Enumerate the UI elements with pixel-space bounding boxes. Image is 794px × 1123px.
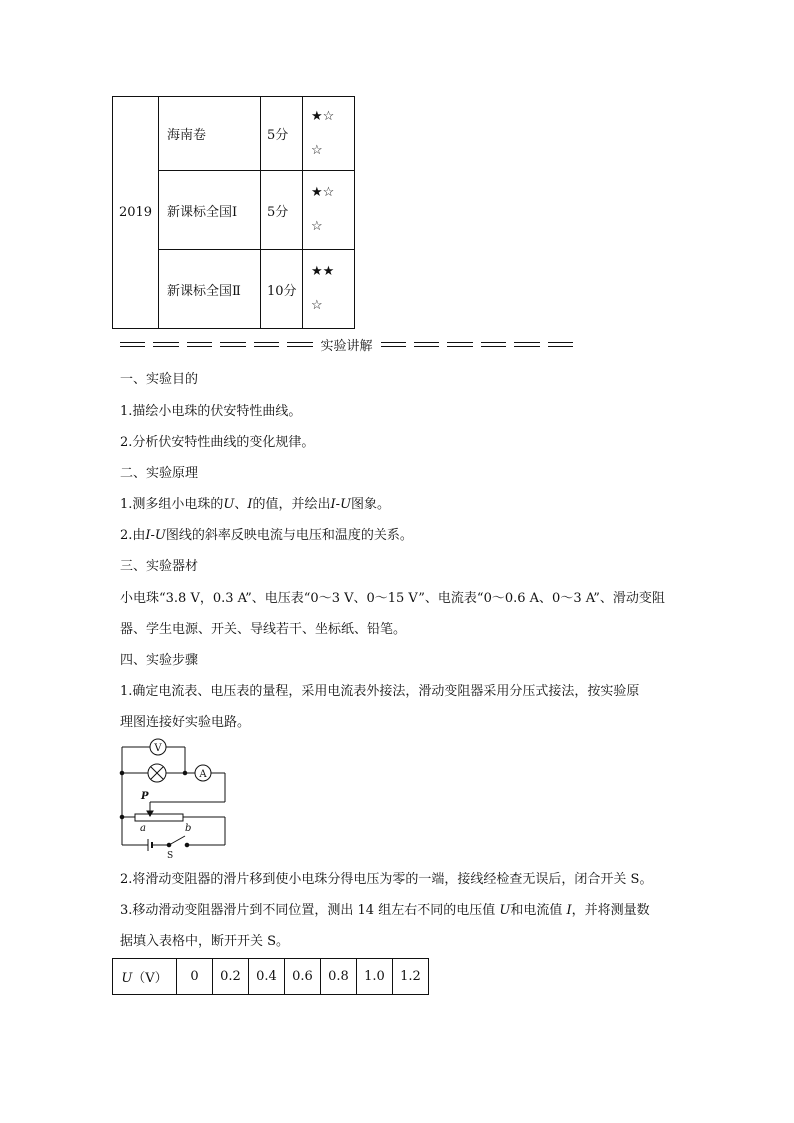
exam-name-cell: 新课标全国Ⅱ — [159, 250, 261, 329]
heading-equipment: 三、实验器材 — [120, 559, 199, 574]
paragraph: 1.确定电流表、电压表的量程，采用电流表外接法，滑动变阻器采用分压式接法，按实验原 — [120, 684, 640, 699]
measurement-table — [112, 958, 429, 995]
paragraph: 2.分析伏安特性曲线的变化规律。 — [120, 435, 315, 450]
table-cell: 0.6 — [285, 959, 321, 995]
rheostat-icon — [135, 814, 183, 821]
paragraph: 3.移动滑动变阻器滑片到不同位置，测出 14 组左右不同的电压值 U和电流值 I，并将测量数 — [120, 903, 650, 918]
switch-icon — [169, 836, 185, 845]
paragraph: 小电珠“3.8 V，0.3 A”、电压表“0～3 V、0～15 V”、电流表“0～0.6 A、0～3 A”、滑动变阻 — [120, 591, 665, 606]
section-divider — [120, 337, 573, 354]
stars-line: ☆ — [311, 219, 323, 234]
slider-label: P — [141, 791, 149, 802]
table-cell: 1.2 — [393, 959, 429, 995]
table-cell: 1.0 — [357, 959, 393, 995]
paragraph: 理图连接好实验电路。 — [120, 715, 251, 730]
rheostat-end-b: b — [185, 823, 192, 834]
exam-name-cell: 新课标全国Ⅰ — [159, 171, 261, 250]
difficulty-stars — [303, 171, 355, 250]
paragraph: 据填入表格中，断开开关 S。 — [120, 934, 290, 949]
difficulty-stars — [303, 97, 355, 171]
score-cell: 10分 — [261, 250, 303, 329]
circuit-diagram — [115, 734, 235, 862]
paragraph: 1.描绘小电珠的伏安特性曲线。 — [120, 404, 302, 419]
exam-name-cell: 海南卷 — [159, 97, 261, 171]
rheostat-end-a: a — [140, 823, 146, 834]
table-cell: 0 — [177, 959, 213, 995]
ammeter-label: A — [199, 769, 207, 780]
stars-line: ★☆ — [311, 185, 335, 200]
stars-line: ☆ — [311, 298, 323, 313]
voltmeter-label: V — [154, 743, 162, 754]
heading-principle: 二、实验原理 — [120, 466, 199, 481]
paragraph: 1.测多组小电珠的U、I的值，并绘出I-U图象。 — [120, 497, 391, 512]
stars-line: ☆ — [311, 142, 323, 158]
stars-line: ★★ — [311, 264, 335, 279]
paragraph: 2.由I-U图线的斜率反映电流与电压和温度的关系。 — [120, 528, 413, 543]
paragraph: 器、学生电源、开关、导线若干、坐标纸、铅笔。 — [120, 622, 407, 637]
paragraph: 2.将滑动变阻器的滑片移到使小电珠分得电压为零的一端，接线经检查无误后，闭合开关 S。 — [120, 872, 653, 887]
table-cell: 0.8 — [321, 959, 357, 995]
difficulty-stars — [303, 250, 355, 329]
table-header-cell: U（V） — [113, 959, 177, 995]
heading-steps: 四、实验步骤 — [120, 653, 199, 668]
section-title: 实验讲解 — [320, 338, 373, 354]
score-cell: 5分 — [261, 171, 303, 250]
table-cell: 0.2 — [213, 959, 249, 995]
stars-line: ★☆ — [311, 108, 335, 124]
switch-label: S — [167, 851, 174, 861]
year-cell: 2019 — [113, 97, 159, 329]
table-cell: 0.4 — [249, 959, 285, 995]
heading-purpose: 一、实验目的 — [120, 372, 199, 387]
score-cell: 5分 — [261, 97, 303, 171]
exam-info-table — [112, 96, 355, 329]
